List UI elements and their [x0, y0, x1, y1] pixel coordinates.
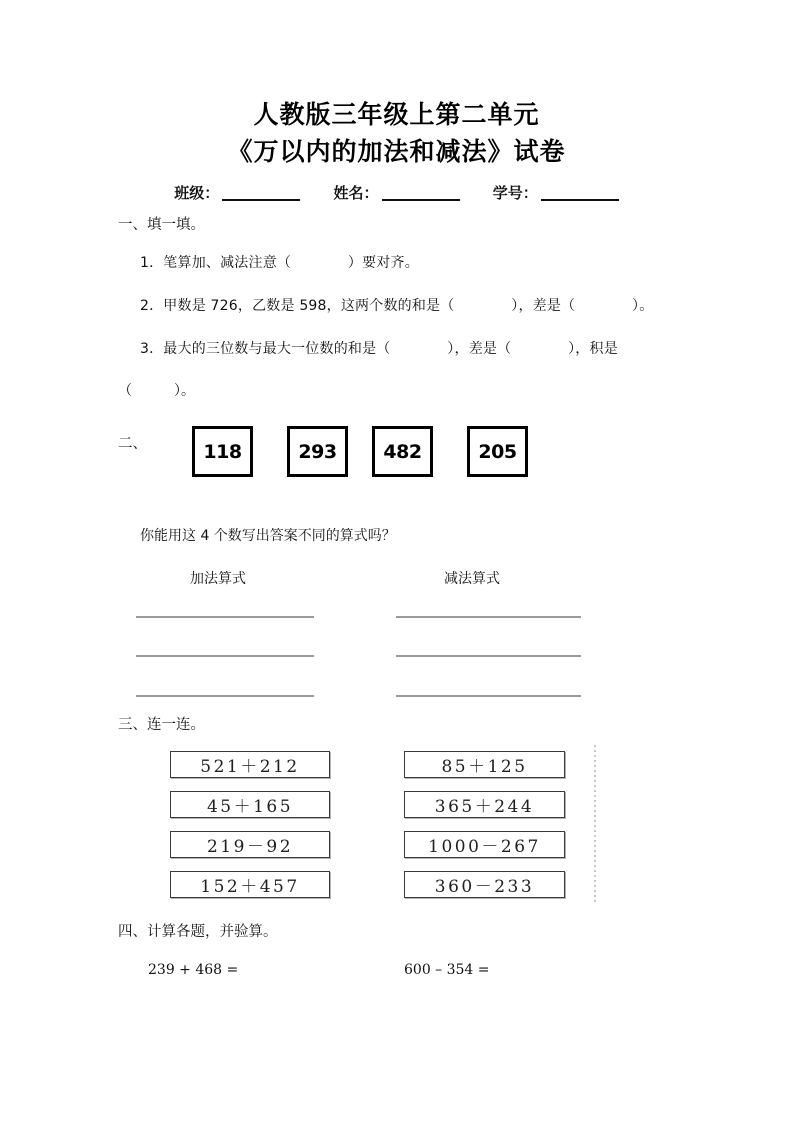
number-card: 482: [372, 426, 433, 477]
match-item-left-label: 45＋165: [206, 797, 294, 817]
section-four-heading: 四、计算各题，并验算。: [118, 924, 278, 940]
match-item-left-label: 219－92: [206, 837, 294, 857]
match-item-left[interactable]: [170, 831, 330, 858]
page-title: [0, 96, 793, 170]
match-item-right-label: 365＋244: [434, 797, 535, 817]
match-item-left[interactable]: [170, 791, 330, 818]
name-field[interactable]: [333, 182, 459, 203]
number-field[interactable]: [493, 182, 619, 203]
subtraction-answer-line[interactable]: [396, 655, 581, 657]
section-one-question-3-cont: （ ）。: [118, 383, 195, 399]
number-card: 118: [192, 426, 253, 477]
scan-artifact-dotted-line: [594, 745, 596, 903]
section-one-question-2: 2．甲数是 726，乙数是 598，这两个数的和是（ ），差是（ ）。: [140, 298, 654, 314]
addition-answer-line[interactable]: [136, 616, 314, 618]
match-item-right-label: 1000－267: [428, 837, 541, 857]
class-label: 班级：: [174, 184, 220, 202]
addition-answer-line[interactable]: [136, 655, 314, 657]
match-item-left[interactable]: [170, 751, 330, 778]
match-item-left-label: 521＋212: [200, 757, 300, 777]
match-item-right[interactable]: [404, 791, 565, 818]
section-one-question-3: 3．最大的三位数与最大一位数的和是（ ），差是（ ），积是: [140, 341, 618, 357]
match-item-right[interactable]: [404, 751, 565, 778]
name-label: 姓名：: [333, 184, 379, 202]
title-line-1: 人教版三年级上第二单元: [253, 100, 540, 129]
section-two-prompt: 你能用这 4 个数写出答案不同的算式吗？: [140, 528, 396, 544]
class-input-rule[interactable]: [222, 185, 300, 201]
match-item-right-label: 360－233: [434, 877, 535, 897]
section-one-question-1: 1．笔算加、减法注意（ ）要对齐。: [140, 255, 419, 271]
section-three-heading: 三、连一连。: [118, 717, 205, 733]
title-line-2: 《万以内的加法和减法》试卷: [227, 137, 566, 166]
section-two-heading: 二、: [118, 436, 147, 452]
class-field[interactable]: [174, 182, 300, 203]
match-item-right[interactable]: [404, 871, 565, 898]
student-info-row: [0, 182, 793, 203]
subtraction-answer-line[interactable]: [396, 695, 581, 697]
match-item-right-label: 85＋125: [441, 757, 528, 777]
match-item-left-label: 152＋457: [200, 877, 300, 897]
number-card: 205: [467, 426, 528, 477]
number-input-rule[interactable]: [541, 185, 619, 201]
addition-answer-line[interactable]: [136, 695, 314, 697]
number-label: 学号：: [492, 184, 538, 202]
section-one-heading: 一、填一填。: [118, 217, 205, 233]
calc-problem: 600 – 354 =: [404, 962, 490, 978]
match-item-right[interactable]: [404, 831, 565, 858]
name-input-rule[interactable]: [382, 185, 460, 201]
match-item-left[interactable]: [170, 871, 330, 898]
number-card: 293: [287, 426, 348, 477]
subtraction-column-header: 减法算式: [444, 571, 500, 587]
subtraction-answer-line[interactable]: [396, 616, 581, 618]
addition-column-header: 加法算式: [190, 571, 246, 587]
calc-problem: 239 + 468 =: [148, 962, 239, 978]
